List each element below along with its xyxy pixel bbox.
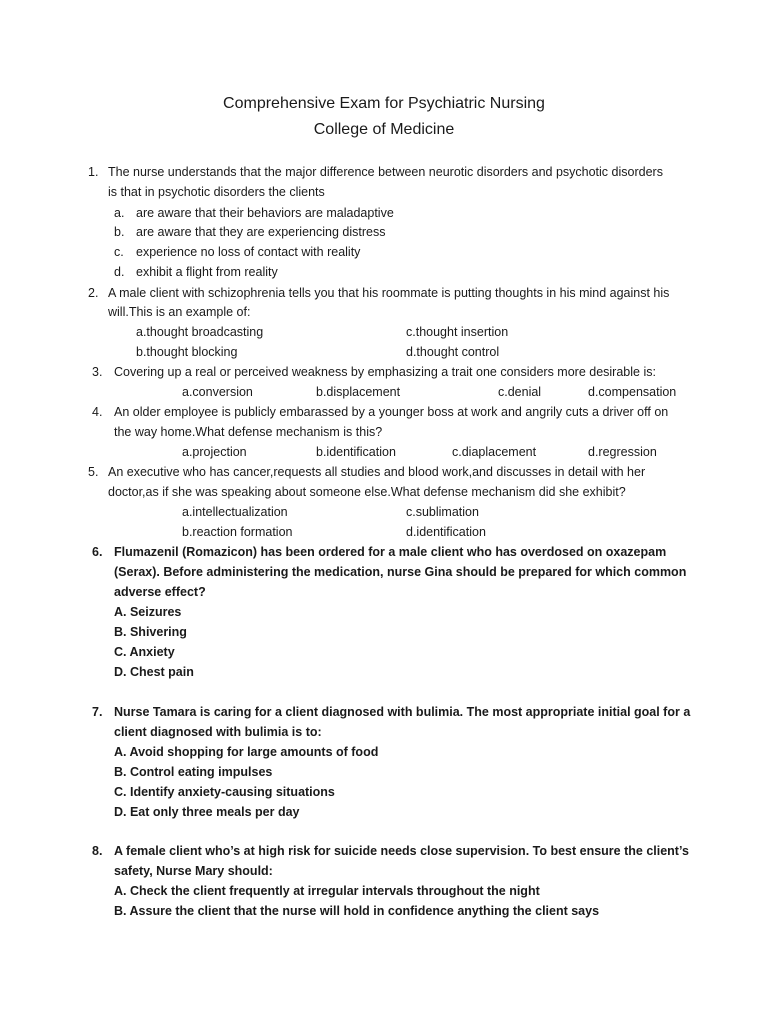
question-number: 4. [92,405,103,419]
question-text: is that in psychotic disorders the clients [108,185,325,199]
option-text: are aware that their behaviors are maladaptive [136,206,394,220]
question-text: An older employee is publicly embarassed by a younger boss at work and angrily cuts a driver off on [114,405,669,419]
option-text: b.identification [316,445,396,459]
question-text: (Serax). Before administering the medication, nurse Gina should be prepared for which common [114,565,687,579]
question-number: 2. [88,286,99,300]
option-letter: a. [114,206,125,220]
question-number: 7. [92,705,103,719]
option-text: exhibit a flight from reality [136,265,278,279]
question-text: An executive who has cancer,requests all studies and blood work,and discusses in detail with her [108,465,646,479]
option-text: d.compensation [588,385,677,399]
option-text: c.denial [498,385,542,399]
option-text: are aware that they are experiencing distress [136,225,386,239]
option-letter: d. [114,265,125,279]
question-text: A male client with schizophrenia tells you that his roommate is putting thoughts in his mind against his [108,286,670,300]
question-text: the way home.What defense mechanism is this? [114,425,383,439]
question-number: 3. [92,365,103,379]
option-text: B. Assure the client that the nurse will hold in confidence anything the client says [114,904,600,918]
option-text: A. Avoid shopping for large amounts of food [114,745,379,759]
question-text: client diagnosed with bulimia is to: [114,725,322,739]
option-text: a.intellectualization [182,505,288,519]
option-text: A. Check the client frequently at irregular intervals throughout the night [114,884,540,898]
question-text: Flumazenil (Romazicon) has been ordered for a male client who has overdosed on oxazepam [114,545,667,559]
question-number: 6. [92,545,103,559]
option-text: B. Control eating impulses [114,765,273,779]
option-text: b.reaction formation [182,525,293,539]
question-number: 8. [92,844,103,858]
option-text: A. Seizures [114,605,182,619]
option-text: c.sublimation [406,505,479,519]
page-subtitle: College of Medicine [313,121,455,138]
question-text: Nurse Tamara is caring for a client diagnosed with bulimia. The most appropriate initial goal for a [114,705,691,719]
option-text: d.identification [406,525,486,539]
option-text: experience no loss of contact with reality [136,245,361,259]
option-text: a.conversion [182,385,253,399]
option-text: b.displacement [316,385,401,399]
option-text: d.regression [588,445,657,459]
option-text: c.diaplacement [452,445,537,459]
option-letter: c. [114,245,124,259]
question-text: A female client who’s at high risk for suicide needs close supervision. To best ensure the client’s [114,844,689,858]
option-letter: b. [114,225,125,239]
question-number: 1. [88,165,99,179]
option-text: D. Chest pain [114,665,194,679]
question-text: will.This is an example of: [108,305,251,319]
option-text: D. Eat only three meals per day [114,805,300,819]
option-text: d.thought control [406,345,500,359]
option-text: b.thought blocking [136,345,238,359]
option-text: C. Identify anxiety-causing situations [114,785,335,799]
page-title: Comprehensive Exam for Psychiatric Nursing [223,95,545,112]
question-text: Covering up a real or perceived weakness by emphasizing a trait one considers more desirable is: [114,365,656,379]
option-text: c.thought insertion [406,325,509,339]
option-text: B. Shivering [114,625,187,639]
question-text: The nurse understands that the major difference between neurotic disorders and psychotic disorders [108,165,663,179]
option-text: a.projection [182,445,247,459]
question-text: doctor,as if she was speaking about someone else.What defense mechanism did she exhibit? [108,485,626,499]
question-number: 5. [88,465,99,479]
option-text: C. Anxiety [114,645,175,659]
question-text: safety, Nurse Mary should: [114,864,273,878]
question-text: adverse effect? [114,585,206,599]
option-text: a.thought broadcasting [136,325,264,339]
